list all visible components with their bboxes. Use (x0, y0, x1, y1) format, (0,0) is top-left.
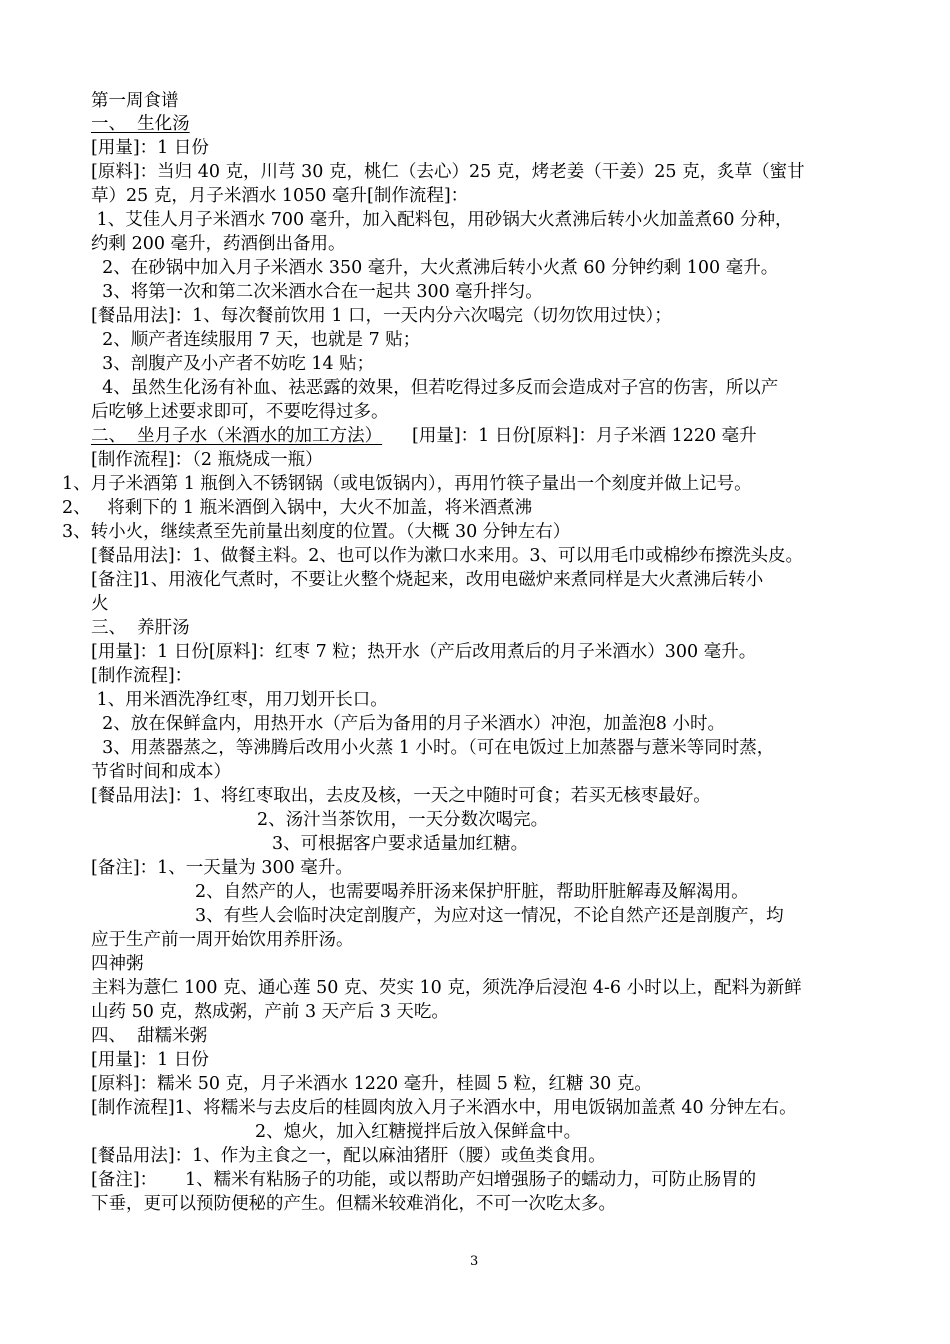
text-line: 应于生产前一周开始饮用养肝汤。 (91, 930, 354, 950)
week-title: 第一周食谱 (91, 91, 179, 111)
text-line: 2、自然产的人，也需要喝养肝汤来保护肝脏，帮助肝脏解毒及解渴用。 (195, 882, 749, 902)
text-line: 2、 将剩下的 1 瓶米酒倒入锅中，大火不加盖，将米酒煮沸 (62, 498, 533, 518)
text-line: 1、用米酒洗净红枣，用刀划开长口。 (91, 690, 388, 710)
text-line: [餐品用法]：1、做餐主料。2、也可以作为漱口水来用。3、可以用毛巾或棉纱布擦洗头皮。 (91, 546, 804, 566)
text-line: 2、熄火，加入红糖搅拌后放入保鲜盒中。 (255, 1122, 582, 1142)
text-line: 2、放在保鲜盒内，用热开水（产后为备用的月子米酒水）冲泡，加盖泡8 小时。 (91, 714, 725, 734)
section-heading: 三、 养肝汤 (91, 618, 190, 638)
text-line: 后吃够上述要求即可，不要吃得过多。 (91, 402, 389, 422)
page-number: 3 (470, 1254, 479, 1269)
text-line: [备注]：1、一天量为 300 毫升。 (91, 858, 353, 878)
text-line: [制作流程]：（2 瓶烧成一瓶） (91, 450, 323, 470)
text-line: 3、有些人会临时决定剖腹产，为应对这一情况，不论自然产还是剖腹产，均 (195, 906, 784, 926)
section-heading: 二、 坐月子水（米酒水的加工方法） (91, 426, 383, 446)
text-line: 3、用蒸器蒸之，等沸腾后改用小火蒸 1 小时。（可在电饭过上加蒸器与薏米等同时蒸， (91, 738, 775, 758)
text-line: 4、虽然生化汤有补血、祛恶露的效果，但若吃得过多反而会造成对子宫的伤害，所以产 (91, 378, 779, 398)
text-line: [餐品用法]：1、将红枣取出，去皮及核，一天之中随时可食；若买无核枣最好。 (91, 786, 711, 806)
text-line: 约剩 200 毫升，药酒倒出备用。 (91, 234, 346, 254)
text-line: [原料]：当归 40 克，川芎 30 克，桃仁（去心）25 克，烤老姜（干姜）25 克，炙草（蜜甘 (91, 162, 805, 182)
text-line: [备注]1、用液化气煮时，不要让火整个烧起来，改用电磁炉来煮同样是大火煮沸后转小 (91, 570, 764, 590)
text-line: 节省时间和成本） (91, 762, 231, 782)
text-line: 草）25 克，月子米酒水 1050 毫升[制作流程]： (91, 186, 469, 206)
text-line: [用量]：1 日份 (91, 1050, 209, 1070)
text-line: [用量]：1 日份[原料]：红枣 7 粒；热开水（产后改用煮后的月子米酒水）300 毫升。 (91, 642, 757, 662)
text-line: 下垂，更可以预防便秘的产生。但糯米较难消化，不可一次吃太多。 (91, 1194, 616, 1214)
text-line: [制作流程]： (91, 666, 193, 686)
text-line: 3、剖腹产及小产者不妨吃 14 贴； (91, 354, 375, 374)
text-line: 1、艾佳人月子米酒水 700 毫升，加入配料包，用砂锅大火煮沸后转小火加盖煮60 分种， (91, 210, 793, 230)
text-line: 火 (91, 594, 109, 614)
text-line: [餐品用法]：1、每次餐前饮用 1 口，一天内分六次喝完（切勿饮用过快）； (91, 306, 672, 326)
text-line: 1、月子米酒第 1 瓶倒入不锈钢锅（或电饭锅内），再用竹筷子量出一个刻度并做上记号。 (62, 474, 752, 494)
text-line: [制作流程]1、将糯米与去皮后的桂圆肉放入月子米酒水中，用电饭锅加盖煮 40 分钟左右。 (91, 1098, 797, 1118)
text-line: 主料为薏仁 100 克、通心莲 50 克、芡实 10 克，须洗净后浸泡 4-6 小时以上，配料为新鲜 (91, 978, 802, 998)
text-line: [用量]：1 日份 (91, 138, 209, 158)
text-line: 2、在砂锅中加入月子米酒水 350 毫升，大火煮沸后转小火煮 60 分钟约剩 100 毫升。 (91, 258, 779, 278)
section-heading: 一、 生化汤 (91, 114, 190, 134)
text-line: [用量]：1 日份[原料]：月子米酒 1220 毫升 (412, 426, 757, 446)
text-line: [餐品用法]：1、作为主食之一，配以麻油猪肝（腰）或鱼类食用。 (91, 1146, 606, 1166)
text-line: [备注]： 1、糯米有粘肠子的功能，或以帮助产妇增强肠子的蠕动力，可防止肠胃的 (91, 1170, 757, 1190)
text-line: [原料]：糯米 50 克，月子米酒水 1220 毫升，桂圆 5 粒，红糖 30 克。 (91, 1074, 652, 1094)
text-line: 2、顺产者连续服用 7 天，也就是 7 贴； (91, 330, 421, 350)
text-line: 2、汤汁当茶饮用，一天分数次喝完。 (257, 810, 549, 830)
section-heading: 四神粥 (91, 954, 144, 974)
text-line: 3、转小火，继续煮至先前量出刻度的位置。（大概 30 分钟左右） (62, 522, 571, 542)
section-heading: 四、 甜糯米粥 (91, 1026, 208, 1046)
text-line: 山药 50 克，熬成粥，产前 3 天产后 3 天吃。 (91, 1002, 449, 1022)
text-line: 3、将第一次和第二次米酒水合在一起共 300 毫升拌匀。 (91, 282, 543, 302)
text-line: 3、可根据客户要求适量加红糖。 (272, 834, 529, 854)
